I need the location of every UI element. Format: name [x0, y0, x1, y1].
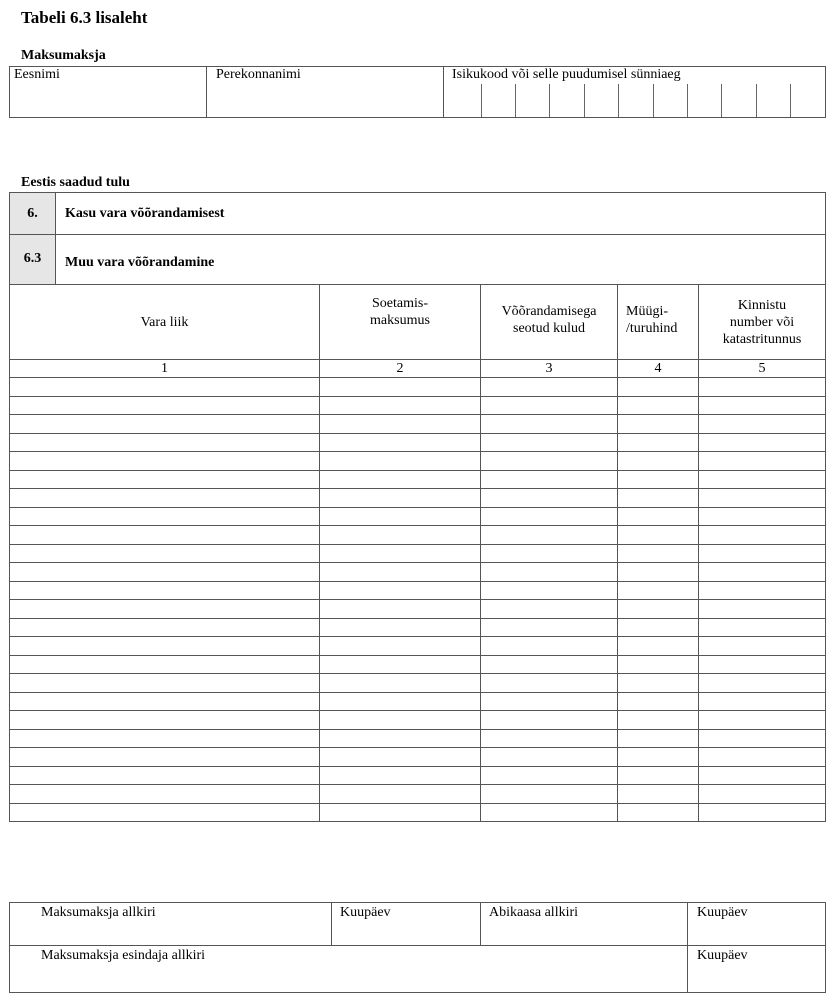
table-cell[interactable] [10, 526, 320, 545]
table-cell[interactable] [699, 433, 826, 452]
table-cell[interactable] [481, 470, 618, 489]
table-cell[interactable] [699, 766, 826, 785]
table-cell[interactable] [481, 766, 618, 785]
table-cell[interactable] [320, 526, 481, 545]
table-cell[interactable] [699, 711, 826, 730]
table-cell[interactable] [320, 507, 481, 526]
table-cell[interactable] [320, 415, 481, 434]
table-cell[interactable] [618, 470, 699, 489]
column-header: Soetamis- maksumus [320, 285, 481, 360]
table-row [10, 452, 826, 471]
id-digit-divider [653, 84, 654, 117]
table-cell[interactable] [699, 581, 826, 600]
taxpayer-signature-field[interactable] [10, 903, 332, 946]
table-cell[interactable] [320, 803, 481, 822]
id-digit-divider [584, 84, 585, 117]
taxpayer-signature-label: Maksumaksja allkiri [41, 905, 156, 920]
table-row [10, 581, 826, 600]
table-cell[interactable] [481, 563, 618, 582]
table-cell[interactable] [699, 415, 826, 434]
table-row [10, 563, 826, 582]
table-cell[interactable] [481, 378, 618, 397]
table-row [10, 600, 826, 619]
table-cell[interactable] [618, 378, 699, 397]
table-row [10, 433, 826, 452]
table-cell[interactable] [699, 637, 826, 656]
column-header: Müügi- /turuhind [618, 285, 699, 360]
table-cell[interactable] [481, 711, 618, 730]
table-cell[interactable] [10, 396, 320, 415]
id-digit-divider [549, 84, 550, 117]
column-header: Vara liik [10, 285, 320, 360]
column-number: 2 [320, 360, 481, 378]
table-cell[interactable] [481, 655, 618, 674]
table-cell[interactable] [10, 563, 320, 582]
page-title: Tabeli 6.3 lisaleht [21, 8, 148, 27]
date-field[interactable] [688, 946, 826, 993]
section-6-label: Kasu vara võõrandamisest [56, 193, 826, 235]
table-cell[interactable] [481, 785, 618, 804]
table-cell[interactable] [699, 544, 826, 563]
table-cell[interactable] [618, 526, 699, 545]
table-row [10, 415, 826, 434]
table-row [10, 618, 826, 637]
date-label: Kuupäev [697, 948, 748, 963]
table-cell[interactable] [699, 470, 826, 489]
income-heading: Eestis saadud tulu [21, 175, 130, 190]
table-cell[interactable] [618, 507, 699, 526]
table-cell[interactable] [699, 507, 826, 526]
table-cell[interactable] [699, 748, 826, 767]
table-row [10, 378, 826, 397]
table-cell[interactable] [699, 489, 826, 508]
section-63-label: Muu vara võõrandamine [56, 235, 826, 285]
table-row [10, 748, 826, 767]
table-cell[interactable] [481, 581, 618, 600]
table-cell[interactable] [10, 711, 320, 730]
table-cell[interactable] [481, 507, 618, 526]
table-cell[interactable] [618, 433, 699, 452]
spouse-signature-field[interactable] [481, 903, 688, 946]
table-cell[interactable] [320, 618, 481, 637]
table-cell[interactable] [320, 729, 481, 748]
id-digit-divider [687, 84, 688, 117]
table-cell[interactable] [618, 655, 699, 674]
table-row [10, 507, 826, 526]
id-code-field[interactable] [444, 67, 826, 118]
table-cell[interactable] [618, 489, 699, 508]
table-cell[interactable] [320, 378, 481, 397]
table-cell[interactable] [481, 452, 618, 471]
date-field[interactable] [332, 903, 481, 946]
table-cell[interactable] [10, 415, 320, 434]
table-cell[interactable] [699, 563, 826, 582]
table-cell[interactable] [10, 637, 320, 656]
table-cell[interactable] [618, 785, 699, 804]
table-cell[interactable] [481, 692, 618, 711]
table-cell[interactable] [320, 655, 481, 674]
table-cell[interactable] [320, 766, 481, 785]
table-cell[interactable] [618, 396, 699, 415]
table-cell[interactable] [320, 692, 481, 711]
table-cell[interactable] [320, 489, 481, 508]
table-cell[interactable] [320, 711, 481, 730]
date-label: Kuupäev [340, 905, 391, 920]
table-cell[interactable] [10, 655, 320, 674]
table-row [10, 674, 826, 693]
table-cell[interactable] [699, 692, 826, 711]
column-number-row [10, 360, 826, 378]
id-digit-divider [790, 84, 791, 117]
column-header: Kinnistu number või katastritunnus [699, 285, 826, 360]
table-cell[interactable] [618, 415, 699, 434]
table-cell[interactable] [320, 396, 481, 415]
first-name-label: Eesnimi [14, 67, 60, 82]
table-row [10, 489, 826, 508]
table-cell[interactable] [320, 470, 481, 489]
column-number: 3 [481, 360, 618, 378]
table-cell[interactable] [618, 711, 699, 730]
table-cell[interactable] [481, 489, 618, 508]
first-name-field[interactable] [10, 67, 207, 118]
table-cell[interactable] [320, 748, 481, 767]
table-row [10, 711, 826, 730]
table-cell[interactable] [10, 785, 320, 804]
table-cell[interactable] [10, 692, 320, 711]
table-row [10, 766, 826, 785]
table-cell[interactable] [618, 803, 699, 822]
table-cell[interactable] [10, 766, 320, 785]
table-cell[interactable] [699, 655, 826, 674]
table-cell[interactable] [481, 748, 618, 767]
table-cell[interactable] [320, 600, 481, 619]
table-cell[interactable] [618, 692, 699, 711]
table-cell[interactable] [699, 674, 826, 693]
table-cell[interactable] [618, 544, 699, 563]
table-cell[interactable] [481, 674, 618, 693]
table-cell[interactable] [618, 766, 699, 785]
table-row [10, 655, 826, 674]
table-row [10, 470, 826, 489]
table-cell[interactable] [10, 748, 320, 767]
table-cell[interactable] [481, 803, 618, 822]
representative-signature-field[interactable] [10, 946, 688, 993]
table-cell[interactable] [320, 785, 481, 804]
column-number: 5 [699, 360, 826, 378]
table-cell[interactable] [481, 526, 618, 545]
table-cell[interactable] [481, 544, 618, 563]
id-digit-divider [618, 84, 619, 117]
table-cell[interactable] [699, 785, 826, 804]
table-cell[interactable] [481, 618, 618, 637]
table-cell[interactable] [618, 674, 699, 693]
table-cell[interactable] [699, 526, 826, 545]
table-row [10, 692, 826, 711]
table-cell[interactable] [699, 618, 826, 637]
table-row [10, 803, 826, 822]
table-cell[interactable] [481, 637, 618, 656]
table-cell[interactable] [618, 600, 699, 619]
table-cell[interactable] [320, 563, 481, 582]
table-cell[interactable] [481, 396, 618, 415]
column-header: Võõrandamisega seotud kulud [481, 285, 618, 360]
table-cell[interactable] [10, 452, 320, 471]
table-cell[interactable] [618, 729, 699, 748]
table-cell[interactable] [10, 581, 320, 600]
table-cell[interactable] [618, 452, 699, 471]
table-row [10, 396, 826, 415]
representative-signature-label: Maksumaksja esindaja allkiri [41, 948, 206, 963]
table-row [10, 729, 826, 748]
table-cell[interactable] [618, 637, 699, 656]
column-number: 1 [10, 360, 320, 378]
section-table [9, 192, 826, 285]
table-cell[interactable] [10, 507, 320, 526]
table-header-row [10, 285, 826, 360]
id-code-label: Isikukood või selle puudumisel sünniaeg [452, 67, 681, 82]
table-cell[interactable] [10, 729, 320, 748]
table-cell[interactable] [320, 544, 481, 563]
table-row [10, 637, 826, 656]
table-cell[interactable] [320, 674, 481, 693]
taxpayer-table [9, 66, 826, 118]
table-cell[interactable] [320, 581, 481, 600]
table-cell[interactable] [10, 803, 320, 822]
table-cell[interactable] [699, 729, 826, 748]
table-cell[interactable] [10, 489, 320, 508]
table-cell[interactable] [10, 544, 320, 563]
table-row [10, 544, 826, 563]
last-name-field[interactable] [207, 67, 444, 118]
table-cell[interactable] [320, 637, 481, 656]
table-cell[interactable] [10, 470, 320, 489]
table-cell[interactable] [10, 378, 320, 397]
table-cell[interactable] [699, 600, 826, 619]
table-cell[interactable] [481, 415, 618, 434]
date-field[interactable] [688, 903, 826, 946]
table-cell[interactable] [699, 396, 826, 415]
table-cell[interactable] [618, 618, 699, 637]
table-cell[interactable] [481, 433, 618, 452]
taxpayer-heading: Maksumaksja [21, 48, 106, 63]
id-digit-divider [756, 84, 757, 117]
table-cell[interactable] [320, 433, 481, 452]
last-name-label: Perekonnanimi [216, 67, 301, 82]
signature-table [9, 902, 826, 993]
table-row [10, 526, 826, 545]
section-6-number: 6. [10, 193, 56, 235]
table-cell[interactable] [10, 433, 320, 452]
spouse-signature-label: Abikaasa allkiri [489, 905, 579, 920]
table-cell[interactable] [481, 600, 618, 619]
table-cell[interactable] [320, 452, 481, 471]
table-cell[interactable] [699, 378, 826, 397]
table-cell[interactable] [618, 581, 699, 600]
asset-table [9, 284, 826, 822]
table-cell[interactable] [618, 563, 699, 582]
table-row [10, 785, 826, 804]
table-cell[interactable] [10, 618, 320, 637]
id-digit-divider [721, 84, 722, 117]
column-number: 4 [618, 360, 699, 378]
date-label: Kuupäev [697, 905, 748, 920]
table-cell[interactable] [699, 803, 826, 822]
id-digit-divider [481, 84, 482, 117]
section-63-number: 6.3 [10, 235, 56, 285]
table-cell[interactable] [481, 729, 618, 748]
table-cell[interactable] [10, 674, 320, 693]
table-cell[interactable] [699, 452, 826, 471]
table-cell[interactable] [10, 600, 320, 619]
table-cell[interactable] [618, 748, 699, 767]
id-digit-divider [515, 84, 516, 117]
